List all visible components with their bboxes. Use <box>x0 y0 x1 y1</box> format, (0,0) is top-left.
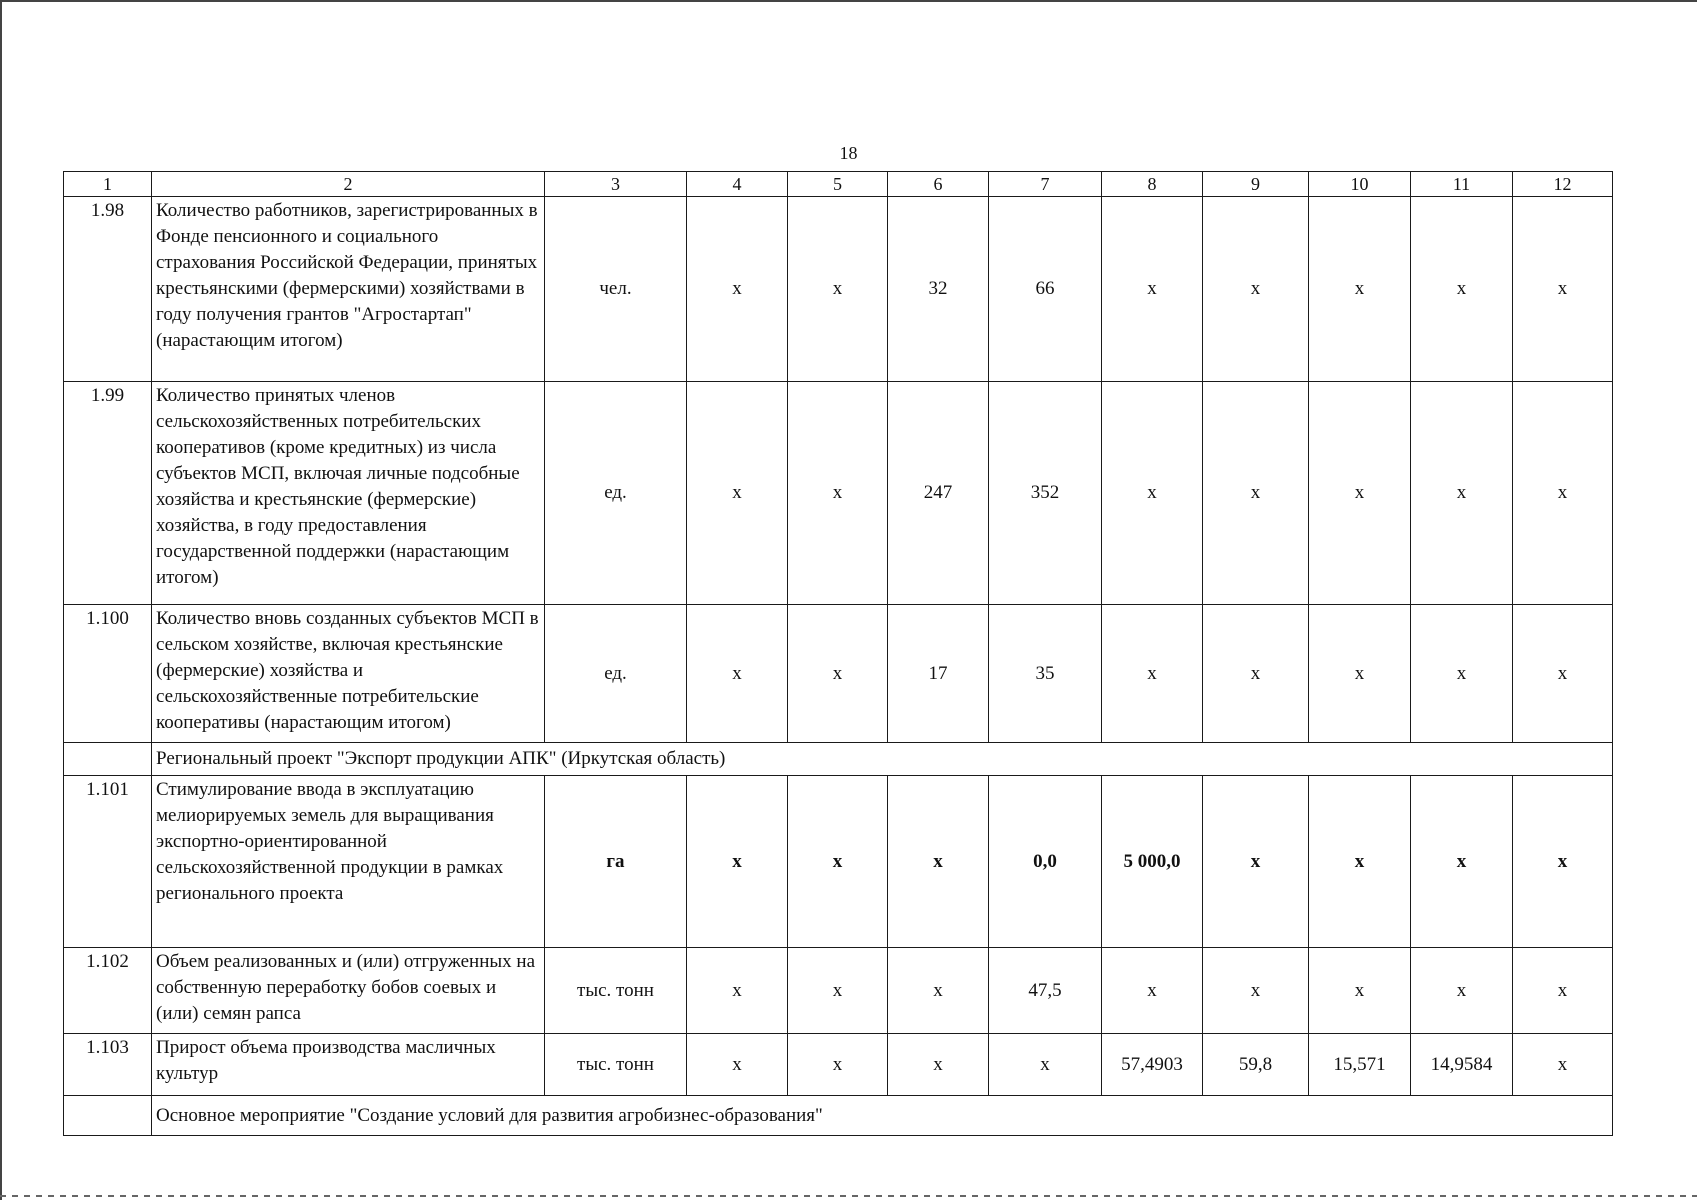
indicator-name: Стимулирование ввода в эксплуатацию мелиорируемых земель для выращивания экспортно-ориентированной сельскохозяйственной продукции в рамках регионального проекта <box>152 776 545 948</box>
value-cell: x <box>788 382 888 605</box>
table-header-row <box>64 172 1613 197</box>
value-cell: x <box>1411 382 1513 605</box>
value-cell: x <box>1102 605 1203 743</box>
indicators-table <box>63 171 1613 1136</box>
value-cell: x <box>1513 382 1613 605</box>
value-cell: 57,4903 <box>1102 1034 1203 1096</box>
scan-edge-left <box>0 0 2 1200</box>
section-row <box>64 1096 1613 1136</box>
value-cell: x <box>687 605 788 743</box>
value-cell: 352 <box>989 382 1102 605</box>
value-cell: x <box>1309 948 1411 1034</box>
value-cell: x <box>888 1034 989 1096</box>
section-title: Основное мероприятие "Создание условий для развития агробизнес-образования" <box>152 1096 1613 1136</box>
value-cell: x <box>1102 382 1203 605</box>
scan-edge-top <box>0 0 1697 2</box>
value-cell: 32 <box>888 197 989 382</box>
column-header: 12 <box>1513 172 1613 197</box>
column-header: 8 <box>1102 172 1203 197</box>
value-cell: x <box>1309 605 1411 743</box>
row-number: 1.101 <box>64 776 152 948</box>
value-cell: x <box>1513 776 1613 948</box>
value-cell: 17 <box>888 605 989 743</box>
value-cell: x <box>1411 776 1513 948</box>
value-cell: x <box>1411 605 1513 743</box>
unit-cell: ед. <box>545 605 687 743</box>
row-number: 1.99 <box>64 382 152 605</box>
value-cell: x <box>1203 382 1309 605</box>
value-cell: 15,571 <box>1309 1034 1411 1096</box>
value-cell: 14,9584 <box>1411 1034 1513 1096</box>
column-header: 4 <box>687 172 788 197</box>
value-cell: x <box>687 1034 788 1096</box>
value-cell: x <box>1309 197 1411 382</box>
value-cell: 0,0 <box>989 776 1102 948</box>
value-cell: x <box>788 776 888 948</box>
value-cell: x <box>1513 948 1613 1034</box>
value-cell: x <box>1513 197 1613 382</box>
value-cell: 59,8 <box>1203 1034 1309 1096</box>
value-cell: x <box>687 197 788 382</box>
value-cell: 35 <box>989 605 1102 743</box>
table-row <box>64 382 1613 605</box>
value-cell: x <box>1309 382 1411 605</box>
indicator-name: Прирост объема производства масличных культур <box>152 1034 545 1096</box>
value-cell: x <box>788 948 888 1034</box>
indicator-name: Количество принятых членов сельскохозяйственных потребительских кооперативов (кроме кредитных) из числа субъектов МСП, включая личные подсобные хозяйства и крестьянские (фермерские) хозяйства, в году предоставления государственной поддержки (нарастающим итогом) <box>152 382 545 605</box>
column-header: 2 <box>152 172 545 197</box>
value-cell: x <box>989 1034 1102 1096</box>
table-row <box>64 948 1613 1034</box>
value-cell: x <box>1203 197 1309 382</box>
unit-cell: ед. <box>545 382 687 605</box>
indicator-name: Количество работников, зарегистрированных в Фонде пенсионного и социального страхования Российской Федерации, принятых крестьянскими (фермерскими) хозяйствами в году получения грантов "Агростартап" (нарастающим итогом) <box>152 197 545 382</box>
row-number: 1.100 <box>64 605 152 743</box>
table-row <box>64 1034 1613 1096</box>
value-cell: 5 000,0 <box>1102 776 1203 948</box>
row-number: 1.102 <box>64 948 152 1034</box>
column-header: 6 <box>888 172 989 197</box>
value-cell: x <box>888 776 989 948</box>
value-cell: x <box>1102 197 1203 382</box>
scan-edge-bottom <box>0 1195 1697 1197</box>
row-number: 1.98 <box>64 197 152 382</box>
value-cell: x <box>687 382 788 605</box>
value-cell: x <box>1309 776 1411 948</box>
unit-cell: тыс. тонн <box>545 1034 687 1096</box>
value-cell: 47,5 <box>989 948 1102 1034</box>
value-cell: x <box>1411 197 1513 382</box>
value-cell: x <box>788 197 888 382</box>
unit-cell: чел. <box>545 197 687 382</box>
value-cell: x <box>1513 605 1613 743</box>
value-cell: 247 <box>888 382 989 605</box>
value-cell: x <box>1102 948 1203 1034</box>
value-cell: x <box>687 776 788 948</box>
table-row <box>64 776 1613 948</box>
unit-cell: га <box>545 776 687 948</box>
section-number-cell <box>64 743 152 776</box>
row-number: 1.103 <box>64 1034 152 1096</box>
value-cell: x <box>1203 605 1309 743</box>
page-number: 18 <box>839 143 858 163</box>
unit-cell: тыс. тонн <box>545 948 687 1034</box>
value-cell: x <box>1203 948 1309 1034</box>
indicator-name: Количество вновь созданных субъектов МСП в сельском хозяйстве, включая крестьянские (фермерские) хозяйства и сельскохозяйственные потребительские кооперативы (нарастающим итогом) <box>152 605 545 743</box>
column-header: 10 <box>1309 172 1411 197</box>
column-header: 3 <box>545 172 687 197</box>
section-number-cell <box>64 1096 152 1136</box>
column-header: 7 <box>989 172 1102 197</box>
value-cell: x <box>888 948 989 1034</box>
value-cell: x <box>1203 776 1309 948</box>
column-header: 11 <box>1411 172 1513 197</box>
value-cell: x <box>788 605 888 743</box>
column-header: 9 <box>1203 172 1309 197</box>
column-header: 1 <box>64 172 152 197</box>
column-header: 5 <box>788 172 888 197</box>
value-cell: x <box>1513 1034 1613 1096</box>
table-row <box>64 605 1613 743</box>
table-row <box>64 197 1613 382</box>
section-title: Региональный проект "Экспорт продукции АПК" (Иркутская область) <box>152 743 1613 776</box>
value-cell: 66 <box>989 197 1102 382</box>
value-cell: x <box>1411 948 1513 1034</box>
value-cell: x <box>788 1034 888 1096</box>
indicator-name: Объем реализованных и (или) отгруженных на собственную переработку бобов соевых и (или) семян рапса <box>152 948 545 1034</box>
section-row <box>64 743 1613 776</box>
value-cell: x <box>687 948 788 1034</box>
